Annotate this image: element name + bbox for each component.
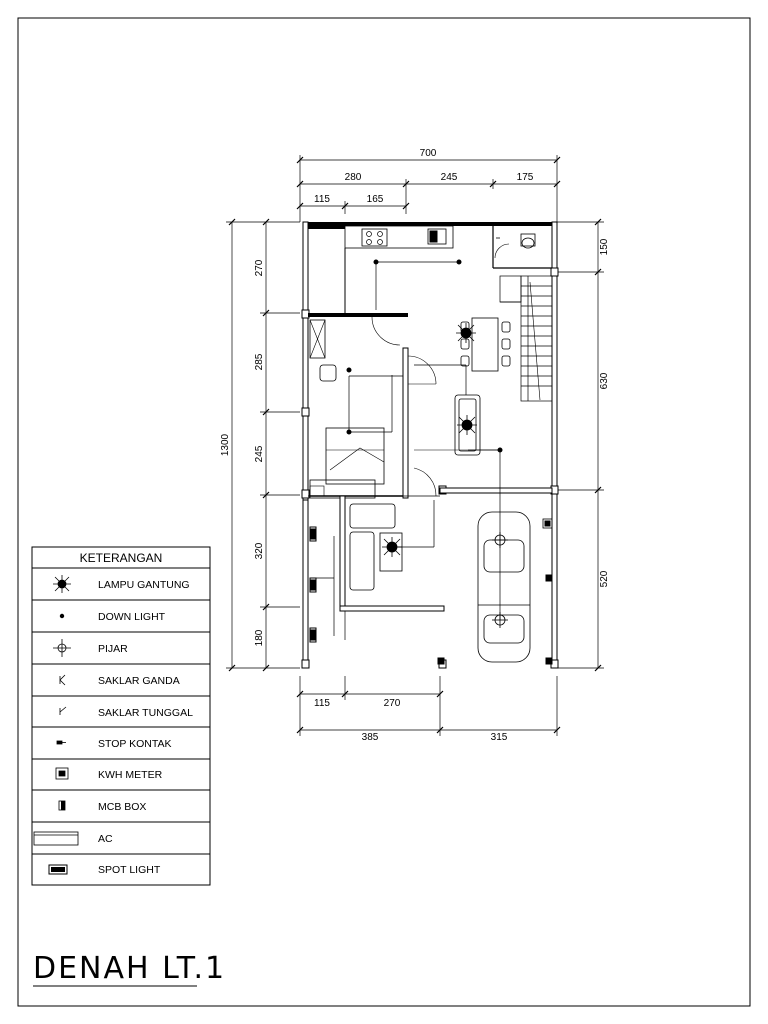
- sheet-border: [18, 18, 750, 1006]
- car: [478, 512, 530, 662]
- dim-left-320: 320: [254, 542, 265, 560]
- legend-table: [32, 547, 210, 885]
- legend-label-down-light: DOWN LIGHT: [98, 611, 166, 623]
- down-light: [347, 430, 351, 434]
- down-light: [457, 260, 461, 264]
- mcb-box-icon: [59, 801, 65, 810]
- incandescent-lamp: [492, 612, 508, 628]
- bed: [326, 428, 384, 484]
- legend-label-saklar-ganda: SAKLAR GANDA: [98, 675, 180, 687]
- dim-bottom-385: 385: [361, 732, 379, 743]
- dimension-lines: [226, 155, 604, 736]
- dim-top-overall: 700: [419, 148, 437, 159]
- dim-bottom-315: 315: [490, 732, 508, 743]
- single-switch-icon: [60, 707, 66, 715]
- ac-unit-icon: [34, 832, 78, 845]
- legend-label-kwh-meter: KWH METER: [98, 769, 163, 781]
- dim-left-285: 285: [254, 353, 265, 371]
- pendant-lamp: [382, 537, 402, 557]
- double-switch-icon: [60, 675, 65, 685]
- dim-left-overall: 1300: [220, 433, 231, 457]
- dim-top-245: 245: [440, 172, 458, 183]
- exterior-wall-left: [303, 222, 308, 500]
- legend-label-pijar: PIJAR: [98, 643, 128, 655]
- staircase: [500, 276, 552, 401]
- dim-left-180: 180: [254, 629, 265, 647]
- dim-right-520: 520: [599, 570, 610, 588]
- pendant-lamp-icon: [53, 575, 71, 593]
- drawing-title: DENAH LT.1: [33, 951, 227, 986]
- dim-top-165: 165: [366, 194, 384, 205]
- legend-label-mcb-box: MCB BOX: [98, 801, 147, 813]
- dining-table: [461, 318, 510, 371]
- dim-left-270: 270: [254, 259, 265, 277]
- exterior-wall-top: [303, 222, 557, 226]
- dim-right-630: 630: [599, 372, 610, 390]
- legend-label-saklar-tunggal: SAKLAR TUNGGAL: [98, 707, 193, 719]
- incandescent-lamp-icon: [53, 639, 71, 657]
- stove: [362, 229, 387, 246]
- pendant-lamp: [457, 415, 477, 435]
- exterior-wall-right: [552, 222, 557, 490]
- down-light-icon: [60, 614, 64, 618]
- legend-label-stop-kontak: STOP KONTAK: [98, 738, 172, 750]
- dim-right-150: 150: [599, 238, 610, 256]
- incandescent-lamp: [492, 532, 508, 548]
- dim-bottom-115: 115: [314, 698, 330, 709]
- dim-bottom-270: 270: [383, 698, 401, 709]
- dim-left-245: 245: [254, 445, 265, 463]
- dim-top-115: 115: [314, 194, 330, 205]
- dim-top-280: 280: [344, 172, 362, 183]
- pendant-lamp: [456, 323, 476, 343]
- down-light: [498, 448, 502, 452]
- kwh-meter-icon: [56, 768, 68, 779]
- floor-plan: [302, 222, 558, 668]
- down-light: [374, 260, 378, 264]
- spot-light-icon: [49, 865, 67, 874]
- legend-label-lampu-gantung: LAMPU GANTUNG: [98, 579, 190, 591]
- legend-label-spot-light: SPOT LIGHT: [98, 864, 161, 876]
- down-light: [347, 368, 351, 372]
- dimension-ticks: [229, 157, 601, 733]
- legend-heading: KETERANGAN: [79, 551, 163, 565]
- socket-icon: [57, 741, 66, 744]
- dim-top-175: 175: [516, 172, 534, 183]
- legend-label-ac: AC: [98, 833, 113, 845]
